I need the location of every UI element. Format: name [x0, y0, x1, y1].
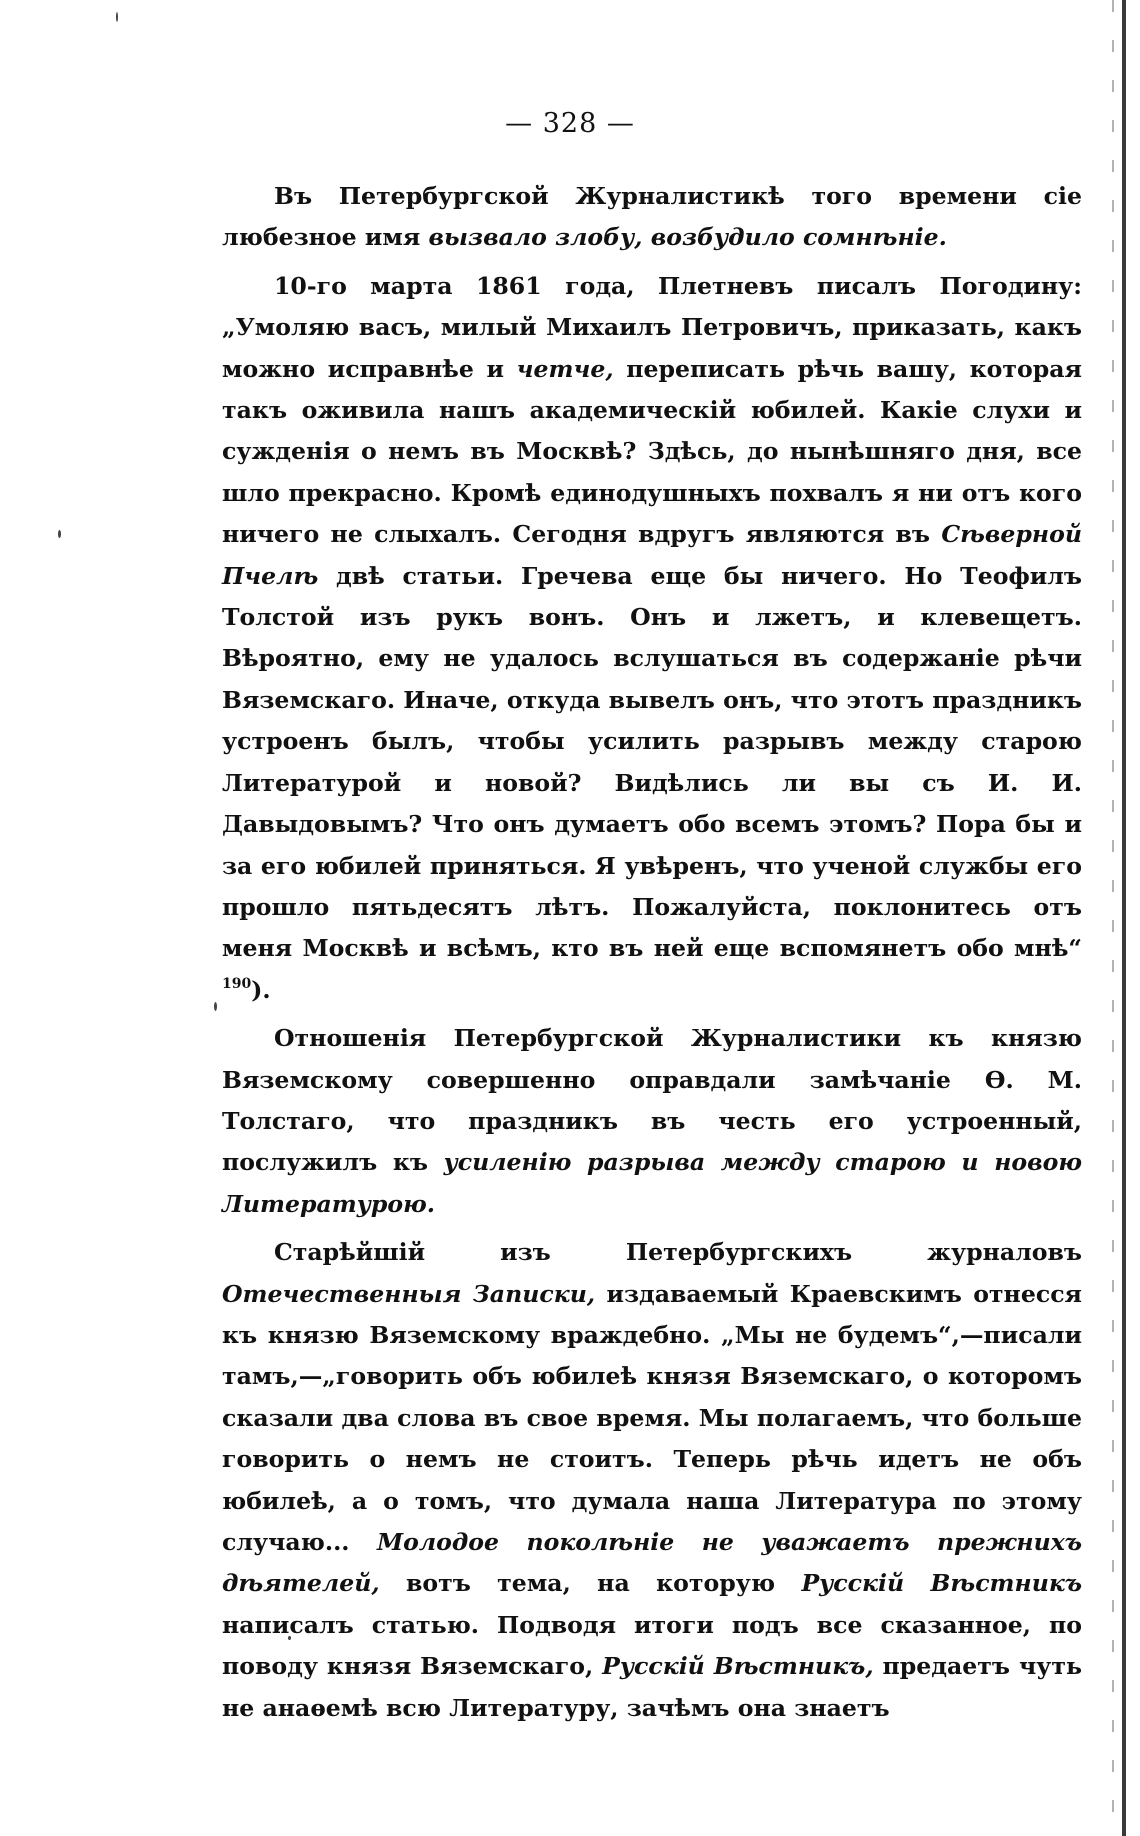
scan-speck — [58, 530, 61, 538]
page-number: — 328 — — [505, 108, 635, 139]
body-text — [222, 176, 1082, 1729]
italic-text: четче, — [516, 354, 614, 383]
text-run: Въ Петербургской Журналистикѣ того времени сіе любезное имя — [222, 182, 1082, 252]
page-edge-shadow — [1122, 0, 1126, 1836]
text-run: 10-го марта 1861 года, Плетневъ писалъ Погодину: „Умоляю васъ, милый Михаилъ Петровичъ, приказать, какъ можно исправнѣе и — [222, 271, 1082, 383]
text-run: двѣ статьи. Гречева еще бы ничего. Но Теофилъ Толстой изъ рукъ вонъ. Онъ и лжетъ, и клевещетъ. Вѣроятно, ему не удалось вслушаться въ содержаніе рѣчи Вяземскаго. Иначе, откуда вывелъ онъ, что этотъ праздникъ устроенъ былъ, чтобы усилить разрывъ между старою Литературой и новой? Видѣлись ли вы съ И. И. Давыдовымъ? Что онъ думаетъ обо всемъ этомъ? Пора бы и за его юбилей приняться. Я увѣренъ, что ученой службы его прошло пятьдесятъ лѣтъ. Пожалуйста, поклонитесь отъ меня Москвѣ и всѣмъ, кто въ ней еще вспомянетъ обо мнѣ“ — [222, 561, 1082, 963]
text-run: Старѣйшій изъ Петербургскихъ журналовъ — [274, 1238, 1082, 1267]
scan-speck — [214, 1002, 217, 1011]
paragraph — [222, 176, 1082, 259]
paragraph — [222, 266, 1082, 1011]
paragraph — [222, 1018, 1082, 1225]
page-edge-scan-artifact — [1112, 0, 1114, 1836]
italic-text: Отечественныя Записки, — [222, 1279, 596, 1308]
italic-text: вызвало злобу, возбудило сомнѣніе. — [428, 223, 947, 252]
text-run: издаваемый Краевскимъ отнесся къ князю Вяземскому враждебно. „Мы не будемъ“,—писали тамъ,—„говорить объ юбилеѣ князя Вяземскаго, о которомъ сказали два слова въ свое время. Мы полагаемъ, что больше говорить о немъ не стоитъ. Теперь рѣчь идетъ не объ юбилеѣ, а о томъ, что думала наша Литература по этому случаю... — [222, 1279, 1082, 1556]
text-run: Отношенія Петербургской Журналистики къ князю Вяземскому совершенно оправдали замѣчаніе Ѳ. М. Толстаго, что праздникъ въ честь его устроенный, послужилъ къ — [222, 1024, 1082, 1177]
text-run: переписать рѣчь вашу, которая такъ оживила нашъ академическій юбилей. Какіе слухи и сужденія о немъ въ Москвѣ? Здѣсь, до нынѣшняго дня, все шло прекрасно. Кромѣ единодушныхъ похвалъ я ни отъ кого ничего не слыхалъ. Сегодня вдругъ являются въ — [222, 354, 1082, 549]
footnote-reference: 190 — [222, 975, 252, 992]
italic-text: Молодое поколѣніе не уважаетъ прежнихъ дѣятелей, — [222, 1528, 1083, 1598]
text-run: вотъ тема, на которую — [379, 1569, 802, 1598]
text-run: написалъ статью. Подводя итоги подъ все сказанное, по поводу князя Вяземскаго, — [222, 1610, 1082, 1681]
text-run: ). — [251, 975, 271, 1004]
italic-text: Русскій Вѣстникъ, — [602, 1652, 874, 1681]
scan-speck — [116, 12, 118, 22]
italic-text: Сѣверной Пчелѣ — [222, 520, 1082, 590]
text-run: предаетъ чуть не анаѳемѣ всю Литературу, зачѣмъ она знаетъ — [222, 1652, 1082, 1722]
italic-text: усиленію разрыва между старою и новою Литературою. — [222, 1148, 1082, 1218]
italic-text: Русскій Вѣстникъ — [801, 1569, 1083, 1598]
paragraph — [222, 1232, 1082, 1729]
